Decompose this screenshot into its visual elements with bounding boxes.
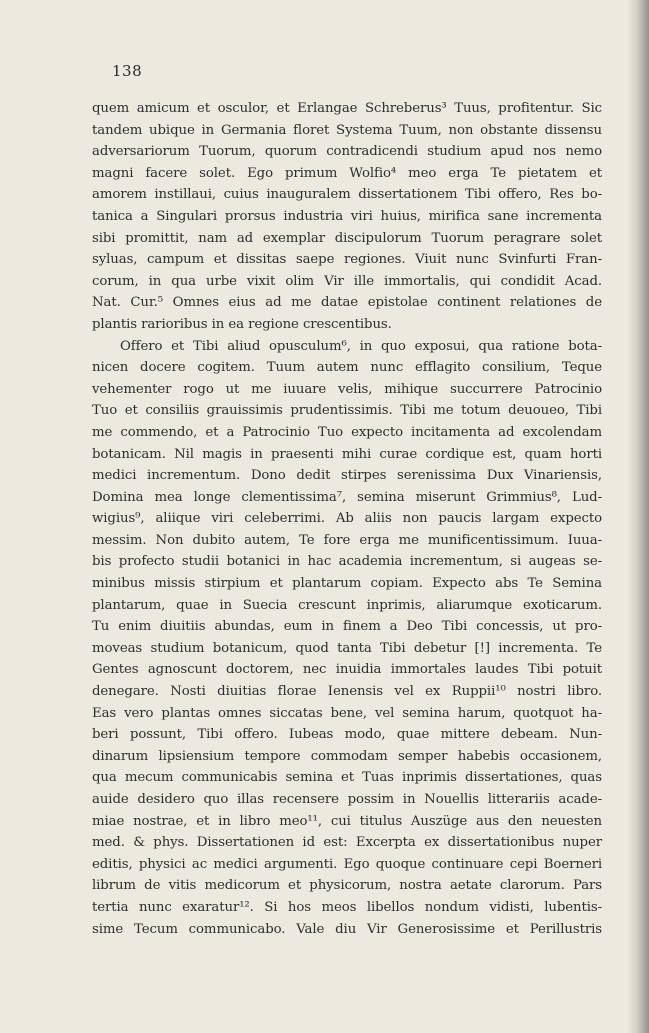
text-line: Gentes agnoscunt doctorem, nec inuidia immortales laudes Tibi potuit [92, 662, 602, 678]
text-line: librum de vitis medicorum et physicorum, nostra aetate clarorum. Pars [92, 878, 602, 894]
text-line: tertia nunc exaratur¹². Si hos meos libellos nondum vidisti, lubentis- [92, 899, 602, 915]
text-line: botanicam. Nil magis in praesenti mihi curae cordique est, quam horti [92, 446, 602, 462]
text-line: dinarum lipsiensium tempore commodam semper habebis occasionem, [92, 748, 602, 764]
text-line: bis profecto studii botanici in hac academia incrementum, si augeas se- [92, 554, 602, 570]
text-line: med. & phys. Dissertationen id est: Excerpta ex dissertationibus nuper [92, 835, 602, 851]
text-line: denegare. Nosti diuitias florae Ienensis vel ex Ruppii¹⁰ nostri libro. [92, 684, 602, 700]
text-line: adversariorum Tuorum, quorum contradicendi studium apud nos nemo [92, 144, 602, 160]
text-line: wigius⁹, aliique viri celeberrimi. Ab aliis non paucis largam expecto [92, 511, 602, 527]
text-line: medici incrementum. Dono dedit stirpes serenissima Dux Vinariensis, [92, 468, 602, 484]
text-line: Offero et Tibi aliud opusculum⁶, in quo exposui, qua ratione bota- [120, 338, 602, 354]
text-line: sibi promittit, nam ad exemplar discipulorum Tuorum peragrare solet [92, 230, 602, 246]
text-line: moveas studium botanicum, quod tanta Tibi debetur [!] incrementa. Te [92, 640, 602, 656]
letter-body-text [92, 98, 602, 940]
text-line: auide desidero quo illas recensere possim in Nouellis litterariis acade- [92, 792, 602, 807]
text-line: amorem instillaui, cuius inauguralem dissertationem Tibi offero, Res bo- [92, 187, 602, 203]
text-line: Tu enim diuitiis abundas, eum in finem a Deo Tibi concessis, ut pro- [92, 619, 602, 635]
text-line: messim. Non dubito autem, Te fore erga me munificentissimum. Iuua- [92, 532, 602, 548]
text-line: Tuo et consiliis grauissimis prudentissimis. Tibi me totum deuoueo, Tibi [92, 403, 602, 419]
text-line: Nat. Cur.⁵ Omnes eius ad me datae epistolae continent relationes de [92, 295, 602, 311]
text-line: qua mecum communicabis semina et Tuas inprimis dissertationes, quas [92, 770, 602, 786]
text-line: vehementer rogo ut me iuuare velis, mihique succurrere Patrocinio [92, 381, 602, 397]
text-line: sime Tecum communicabo. Vale diu Vir Generosissime et Perillustris [92, 921, 602, 937]
page-edge-shadow [627, 0, 649, 1033]
text-line: tandem ubique in Germania floret Systema Tuum, non obstante dissensu [92, 122, 602, 138]
text-line: nicen docere cogitem. Tuum autem nunc efflagito consilium, Teque [92, 360, 602, 376]
text-line: Eas vero plantas omnes siccatas bene, vel semina harum, quotquot ha- [92, 705, 602, 721]
page-number: 138 [112, 62, 143, 80]
text-line: plantis rarioribus in ea regione crescentibus. [92, 316, 392, 332]
text-line: quem amicum et osculor, et Erlangae Schreberus³ Tuus, profitentur. Sic [92, 101, 602, 116]
text-line: me commendo, et a Patrocinio Tuo expecto incitamenta ad excolendam [92, 424, 602, 440]
text-line: syluas, campum et dissitas saepe regiones. Viuit nunc Svinfurti Fran- [92, 252, 602, 268]
text-line: editis, physici ac medici argumenti. Ego quoque continuare cepi Boerneri [92, 856, 602, 872]
text-line: corum, in qua urbe vixit olim Vir ille immortalis, qui condidit Acad. [92, 273, 602, 289]
text-line: Domina mea longe clementissima⁷, semina miserunt Grimmius⁸, Lud- [92, 489, 602, 505]
text-line: plantarum, quae in Suecia crescunt inprimis, aliarumque exoticarum. [92, 597, 602, 613]
text-line: miae nostrae, et in libro meo¹¹, cui titulus Auszüge aus den neuesten [92, 813, 602, 829]
text-line: beri possunt, Tibi offero. Iubeas modo, quae mittere debeam. Nun- [92, 727, 602, 743]
text-line: magni facere solet. Ego primum Wolfio⁴ meo erga Te pietatem et [92, 165, 602, 181]
text-line: tanica a Singulari prorsus industria viri huius, mirifica sane incrementa [92, 208, 602, 224]
text-line: minibus missis stirpium et plantarum copiam. Expecto abs Te Semina [92, 576, 602, 592]
